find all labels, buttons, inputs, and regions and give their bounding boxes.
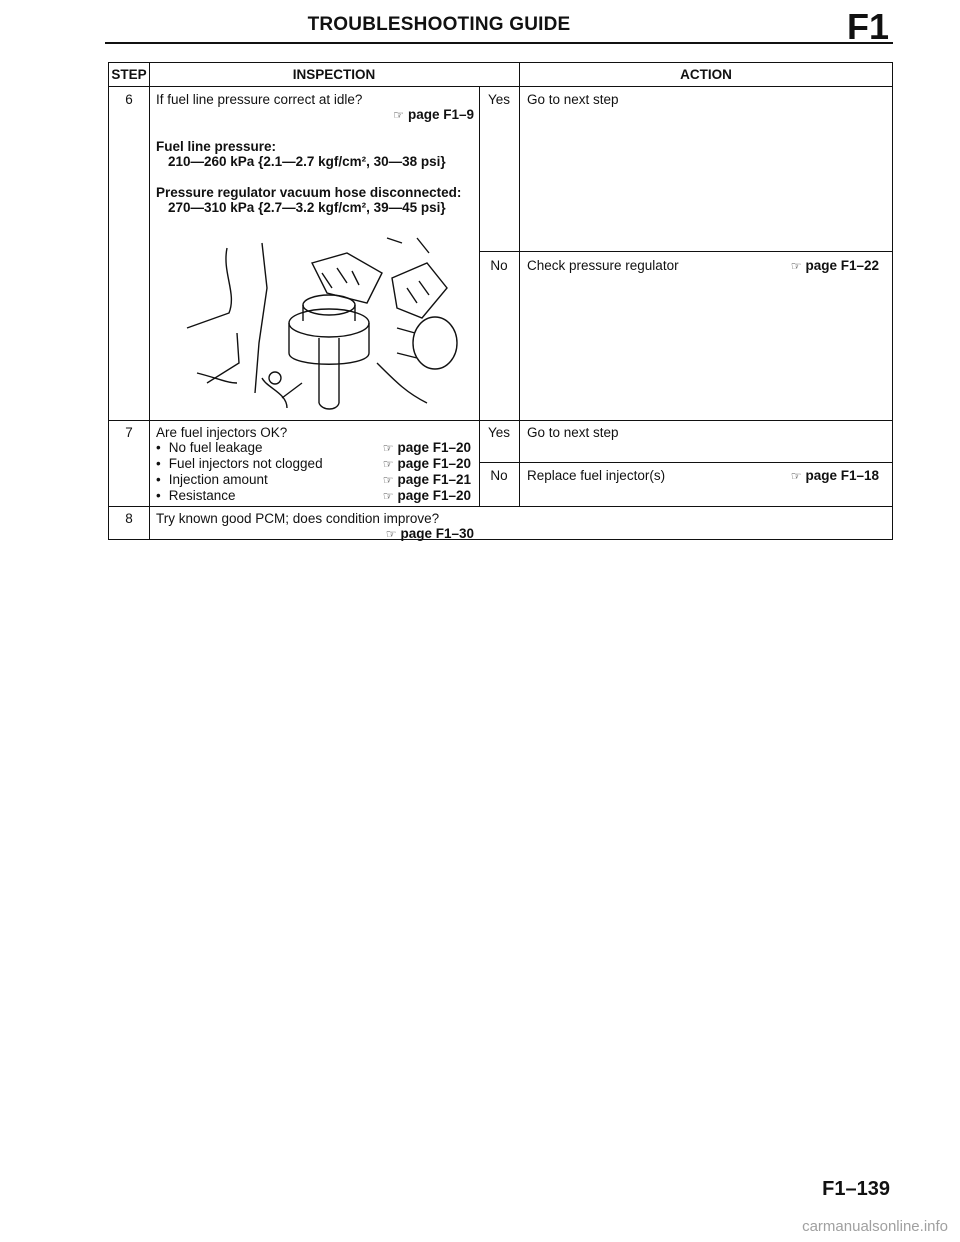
page-title: TROUBLESHOOTING GUIDE bbox=[307, 14, 571, 35]
step6-no-action: Check pressure regulator bbox=[527, 258, 679, 273]
hand-pointer-icon: ☞ bbox=[382, 489, 394, 503]
step6-question: If fuel line pressure correct at idle? bbox=[156, 92, 363, 107]
step6-yes-no-divider bbox=[479, 251, 892, 252]
step7-yes-action: Go to next step bbox=[527, 425, 619, 440]
step7-yes-label: Yes bbox=[487, 425, 511, 440]
hand-pointer-icon: ☞ bbox=[790, 469, 802, 483]
spec2-title: Pressure regulator vacuum hose disconnected: bbox=[156, 185, 462, 200]
page-number: F1–139 bbox=[822, 1178, 890, 1200]
step8-question-ref: ☞ page F1–30 bbox=[385, 526, 474, 541]
step8-inspection bbox=[156, 511, 474, 542]
step6-no-label: No bbox=[490, 258, 508, 273]
column-header-action: ACTION bbox=[680, 67, 732, 82]
section-code: F1 bbox=[846, 6, 889, 47]
spec2-value: 270—310 kPa {2.7—3.2 kgf/cm², 39—45 psi} bbox=[168, 200, 446, 215]
step6-yes-action: Go to next step bbox=[527, 92, 619, 107]
list-item: • Resistance ☞ page F1–20 bbox=[156, 488, 471, 504]
list-item: • Fuel injectors not clogged ☞ page F1–20 bbox=[156, 456, 471, 472]
column-header-step: STEP bbox=[111, 67, 147, 82]
step6-inspection bbox=[156, 92, 474, 215]
step-column-divider bbox=[149, 63, 150, 539]
spec1-title: Fuel line pressure: bbox=[156, 139, 277, 154]
step-number: 6 bbox=[125, 92, 133, 107]
step6-question-ref: ☞ page F1–9 bbox=[393, 107, 474, 122]
watermark: carmanualsonline.info bbox=[802, 1218, 948, 1235]
pressure-regulator-illustration bbox=[167, 233, 467, 416]
spec1-value: 210—260 kPa {2.1—2.7 kgf/cm², 30—38 psi} bbox=[168, 154, 446, 169]
hand-pointer-icon: ☞ bbox=[393, 108, 404, 122]
step7-inspection bbox=[156, 425, 474, 504]
step6-yes-label: Yes bbox=[487, 92, 511, 107]
step6-divider bbox=[109, 420, 892, 421]
step7-no-label: No bbox=[490, 468, 508, 483]
step6-no-action-row bbox=[527, 258, 879, 274]
hand-pointer-icon: ☞ bbox=[385, 527, 397, 541]
hand-pointer-icon: ☞ bbox=[790, 259, 802, 273]
action-column-divider bbox=[519, 63, 520, 506]
hand-pointer-icon: ☞ bbox=[382, 457, 394, 471]
step-number: 8 bbox=[125, 511, 133, 526]
troubleshooting-table bbox=[108, 62, 893, 540]
step8-question: Try known good PCM; does condition improve? bbox=[156, 511, 440, 526]
hand-pointer-icon: ☞ bbox=[382, 441, 394, 455]
yes-no-left-divider bbox=[479, 86, 480, 506]
step-number: 7 bbox=[125, 425, 133, 440]
step7-no-ref: ☞ page F1–18 bbox=[790, 468, 879, 483]
step6-no-ref: ☞ page F1–22 bbox=[790, 258, 879, 273]
step7-divider bbox=[109, 506, 892, 507]
list-item: • Injection amount ☞ page F1–21 bbox=[156, 472, 471, 488]
header-divider bbox=[109, 86, 892, 87]
list-item: • No fuel leakage ☞ page F1–20 bbox=[156, 440, 471, 456]
step7-question: Are fuel injectors OK? bbox=[156, 425, 288, 440]
column-header-inspection: INSPECTION bbox=[292, 67, 376, 82]
step7-no-action: Replace fuel injector(s) bbox=[527, 468, 666, 483]
step7-no-action-row bbox=[527, 468, 879, 484]
page-header bbox=[105, 6, 893, 47]
step7-yes-no-divider bbox=[479, 462, 892, 463]
hand-pointer-icon: ☞ bbox=[382, 473, 394, 487]
